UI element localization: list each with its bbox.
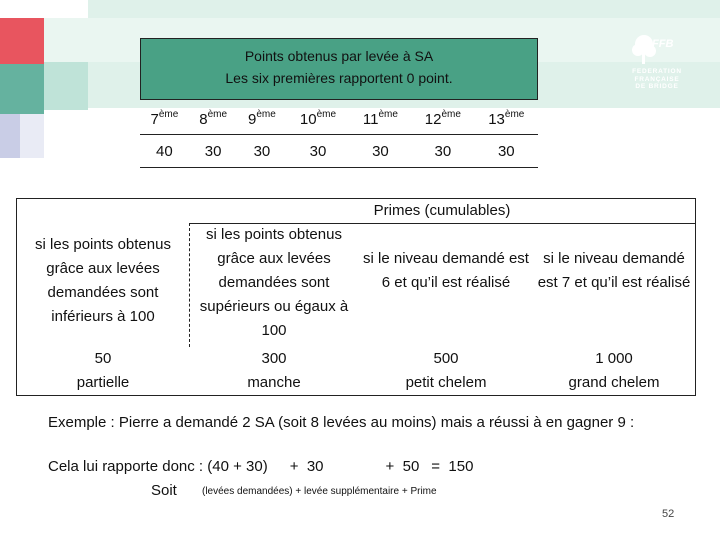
points-cell: 30 bbox=[189, 135, 238, 168]
points-cell: 30 bbox=[475, 135, 538, 168]
points-cell: 30 bbox=[286, 135, 349, 168]
points-row bbox=[140, 135, 538, 168]
prime-condition-grand-chelem: si le niveau demandé est 7 et qu’il est réalisé bbox=[537, 250, 691, 291]
logo-subtitle: FEDERATION FRANÇAISE DE BRIDGE bbox=[632, 68, 682, 90]
logo-name: FFB bbox=[652, 38, 674, 50]
rank-cell: 11ème bbox=[350, 102, 411, 135]
rank-cell: 10ème bbox=[286, 102, 349, 135]
rank-cell: 9ème bbox=[238, 102, 287, 135]
column-divider bbox=[189, 223, 190, 347]
title-line-1: Points obtenus par levée à SA bbox=[244, 48, 434, 64]
points-cell: 40 bbox=[140, 135, 189, 168]
rank-points-table bbox=[140, 102, 538, 168]
decor-block-lavender bbox=[0, 114, 20, 158]
rank-cell: 7ème bbox=[140, 102, 189, 135]
calc-part-2: + 30 bbox=[289, 458, 324, 475]
example-text: Exemple : Pierre a demandé 2 SA (soit 8 levées au moins) mais a réussi à en gagner 9 : bbox=[48, 414, 635, 431]
prime-label-petit-chelem: petit chelem bbox=[405, 374, 487, 391]
prime-label-manche: manche bbox=[247, 374, 301, 391]
calc-part-3: + 50 bbox=[385, 458, 420, 475]
rank-cell: 8ème bbox=[189, 102, 238, 135]
prime-value-manche: 300 bbox=[261, 350, 287, 367]
primes-header: Primes (cumulables) bbox=[189, 199, 695, 224]
prime-condition-manche: si les points obtenus grâce aux levées demandées sont supérieurs ou égaux à 100 bbox=[199, 226, 349, 339]
soit-label: Soit bbox=[151, 482, 177, 499]
prime-value-grand-chelem: 1 000 bbox=[595, 350, 633, 367]
ffb-logo bbox=[632, 32, 682, 94]
prime-label-grand-chelem: grand chelem bbox=[568, 374, 660, 391]
page-title bbox=[140, 38, 538, 100]
primes-table bbox=[16, 198, 696, 396]
points-cell: 30 bbox=[350, 135, 411, 168]
page-number: 52 bbox=[662, 508, 675, 520]
decor-block-red bbox=[0, 18, 44, 64]
calc-prefix: Cela lui rapporte donc : bbox=[48, 458, 208, 475]
prime-value-partielle: 50 bbox=[94, 350, 112, 367]
decor-block-pale bbox=[20, 114, 44, 158]
calculation-line bbox=[48, 458, 473, 475]
title-line-2: Les six premières rapportent 0 point. bbox=[225, 70, 453, 86]
decor-block-lightgreen bbox=[44, 62, 88, 110]
points-cell: 30 bbox=[411, 135, 474, 168]
prime-condition-partielle: si les points obtenus grâce aux levées demandées sont inférieurs à 100 bbox=[35, 236, 171, 325]
soit-note: (levées demandées) + levée supplémentaire + Prime bbox=[202, 486, 437, 497]
rank-cell: 12ème bbox=[411, 102, 474, 135]
calc-part-4: = 150 bbox=[431, 458, 474, 475]
prime-value-petit-chelem: 500 bbox=[433, 350, 459, 367]
rank-row bbox=[140, 102, 538, 135]
decor-block-green bbox=[0, 64, 44, 114]
calc-part-1: (40 + 30) bbox=[207, 458, 268, 475]
rank-cell: 13ème bbox=[475, 102, 538, 135]
prime-label-partielle: partielle bbox=[76, 374, 130, 391]
points-cell: 30 bbox=[238, 135, 287, 168]
prime-condition-petit-chelem: si le niveau demandé est 6 et qu’il est réalisé bbox=[363, 250, 529, 291]
